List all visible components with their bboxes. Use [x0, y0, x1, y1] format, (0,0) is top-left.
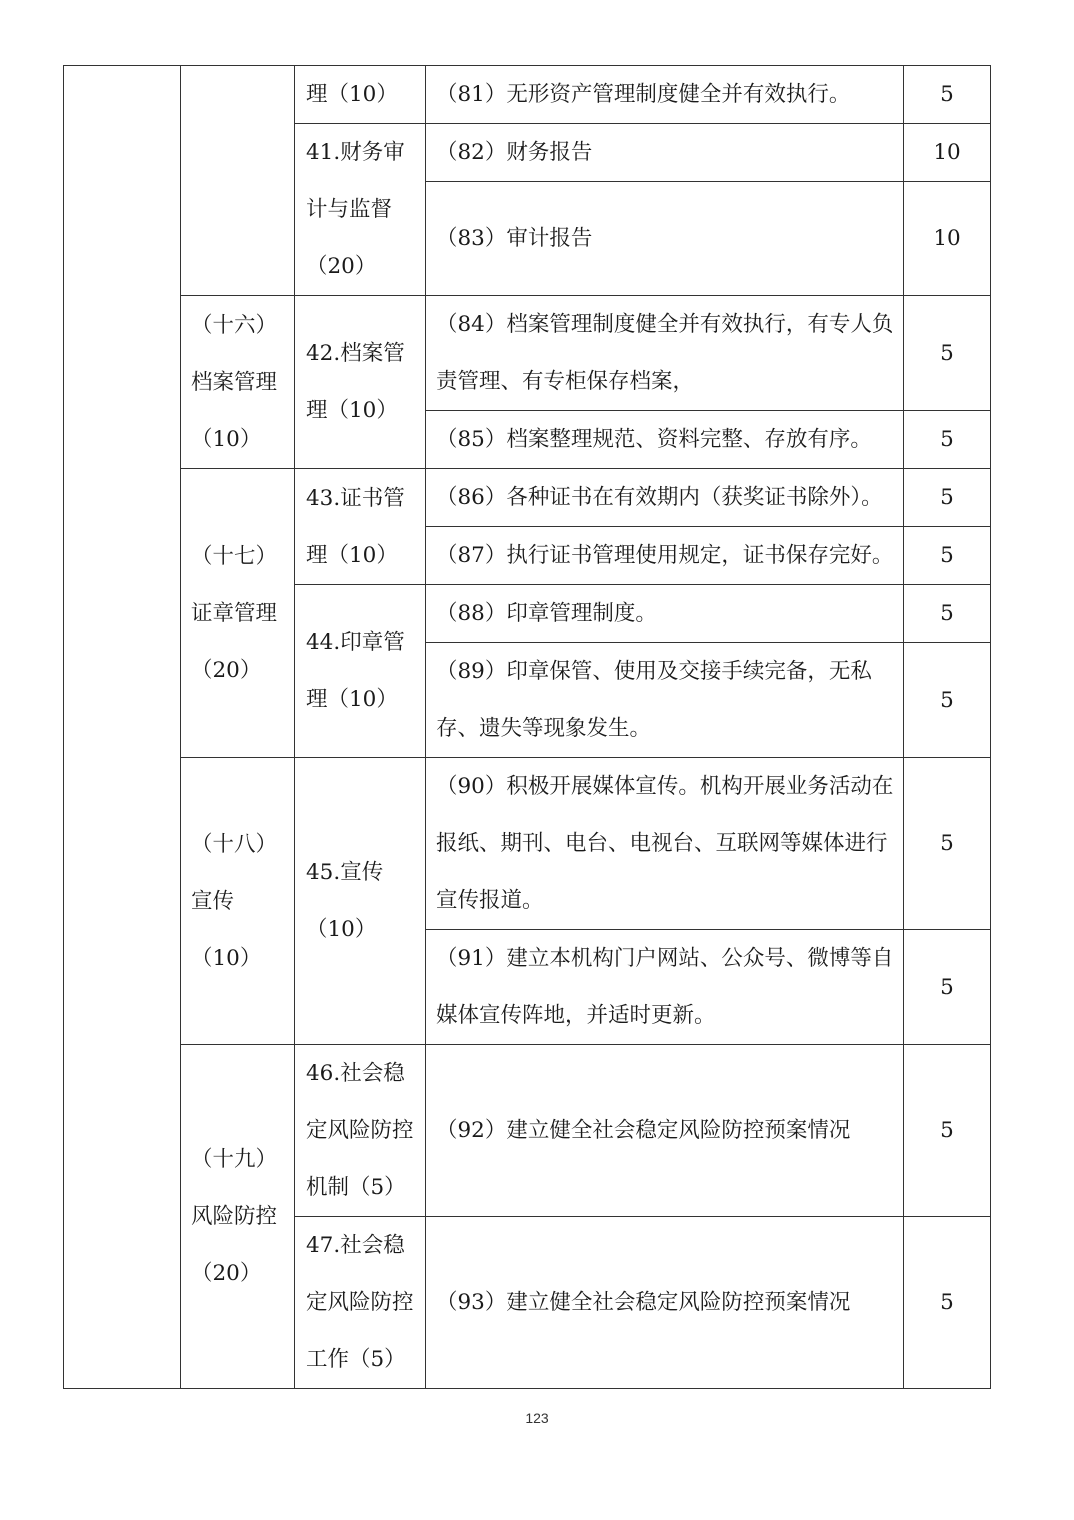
sub-item-cell: 47.社会稳定风险防控工作（5）	[295, 1217, 426, 1389]
score-cell: 5	[904, 585, 991, 643]
category-cell: （十八）宣传（10）	[181, 758, 295, 1045]
page-number: 123	[525, 1410, 549, 1426]
score-cell: 5	[904, 930, 991, 1045]
score-cell: 5	[904, 469, 991, 527]
score-cell: 10	[904, 124, 991, 182]
criterion-cell: （81）无形资产管理制度健全并有效执行。	[426, 66, 904, 124]
evaluation-table	[63, 65, 991, 1389]
table-row	[64, 469, 991, 527]
category-cell: （十六）档案管理（10）	[181, 296, 295, 469]
criterion-cell: （90）积极开展媒体宣传。机构开展业务活动在报纸、期刊、电台、电视台、互联网等媒体进行宣传报道。	[426, 758, 904, 930]
score-cell: 5	[904, 527, 991, 585]
criterion-cell: （91）建立本机构门户网站、公众号、微博等自媒体宣传阵地，并适时更新。	[426, 930, 904, 1045]
criterion-cell: （92）建立健全社会稳定风险防控预案情况	[426, 1045, 904, 1217]
category-cell: （十七）证章管理（20）	[181, 469, 295, 758]
score-cell: 5	[904, 66, 991, 124]
criterion-cell: （86）各种证书在有效期内（获奖证书除外）。	[426, 469, 904, 527]
table-row	[64, 296, 991, 411]
score-cell: 5	[904, 758, 991, 930]
score-cell: 5	[904, 643, 991, 758]
score-cell: 10	[904, 182, 991, 296]
criterion-cell: （83）审计报告	[426, 182, 904, 296]
sub-item-cell: 42.档案管理（10）	[295, 296, 426, 469]
sub-item-cell: 46.社会稳定风险防控机制（5）	[295, 1045, 426, 1217]
score-cell: 5	[904, 296, 991, 411]
criterion-cell: （82）财务报告	[426, 124, 904, 182]
category-cell: （十九）风险防控（20）	[181, 1045, 295, 1389]
criterion-cell: （87）执行证书管理使用规定，证书保存完好。	[426, 527, 904, 585]
score-cell: 5	[904, 1045, 991, 1217]
score-cell: 5	[904, 411, 991, 469]
sub-item-cell: 43.证书管理（10）	[295, 469, 426, 585]
criterion-cell: （89）印章保管、使用及交接手续完备，无私存、遗失等现象发生。	[426, 643, 904, 758]
criterion-cell: （84）档案管理制度健全并有效执行，有专人负责管理、有专柜保存档案，	[426, 296, 904, 411]
sub-item-cell: 理（10）	[295, 66, 426, 124]
sub-item-cell: 44.印章管理（10）	[295, 585, 426, 758]
table-row	[64, 758, 991, 930]
category-cell-empty	[64, 66, 181, 1389]
table-row	[64, 66, 991, 124]
score-cell: 5	[904, 1217, 991, 1389]
criterion-cell: （85）档案整理规范、资料完整、存放有序。	[426, 411, 904, 469]
sub-item-cell: 45.宣传（10）	[295, 758, 426, 1045]
criterion-cell: （88）印章管理制度。	[426, 585, 904, 643]
sub-item-cell: 41.财务审计与监督（20）	[295, 124, 426, 296]
category-cell-empty	[181, 66, 295, 296]
criterion-cell: （93）建立健全社会稳定风险防控预案情况	[426, 1217, 904, 1389]
table-row	[64, 1045, 991, 1217]
